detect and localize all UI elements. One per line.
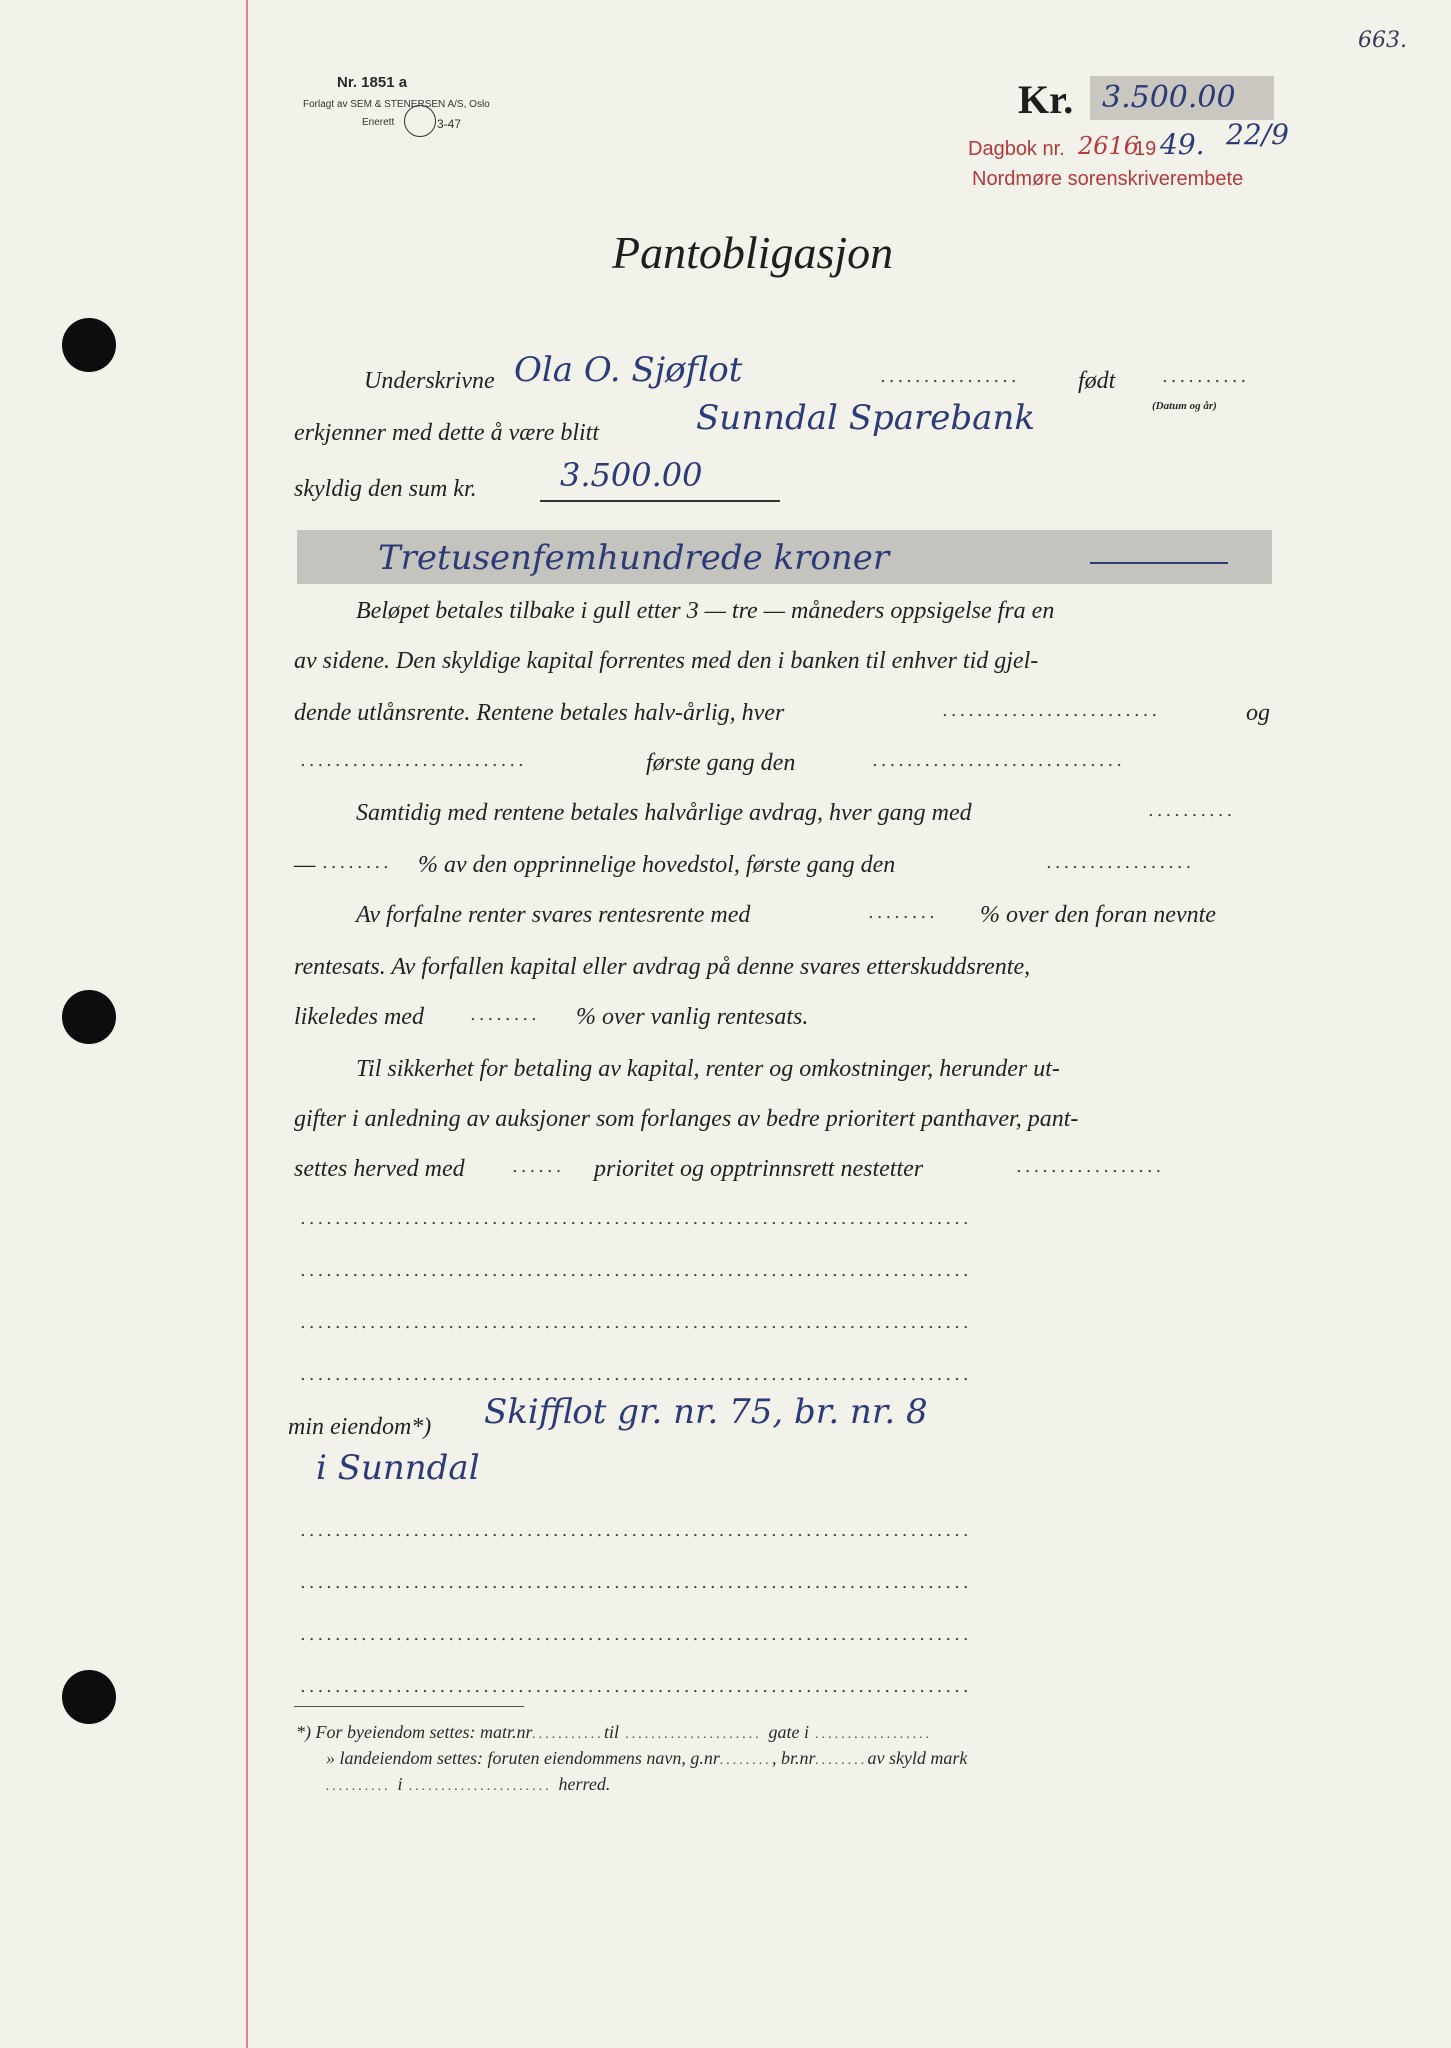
sum-underline [540, 500, 780, 502]
fill-line-7: ............................................................................. [300, 1624, 972, 1645]
amount-words: Tretusenfemhundrede kroner [378, 538, 890, 578]
footnote-dots-4: ........ [719, 1753, 772, 1768]
enerett-label: Enerett [362, 117, 395, 128]
dots-hver: ......................... [942, 700, 1161, 721]
body-p3-line2: rentesats. Av forfallen kapital eller avdrag på denne svares etterskuddsrente, [294, 954, 1031, 980]
body-p2-dash: — [294, 852, 316, 878]
footnote-line1 [296, 1722, 932, 1743]
dagbok-number: 2616 [1078, 132, 1140, 160]
dots-forste-left: .......................... [300, 750, 527, 771]
footnote-dots-2: ..................... [618, 1727, 769, 1742]
fill-line-8: ............................................................................. [300, 1676, 972, 1697]
dots-percent-3: ........ [470, 1004, 540, 1025]
body-og: og [1246, 700, 1270, 726]
footnote-line3 [326, 1774, 610, 1795]
dagbok-label: Dagbok nr. [968, 138, 1065, 160]
body-p1-line2: av sidene. Den skyldige kapital forrentes med den i banken til enhver tid gjel- [294, 648, 1039, 674]
footnote-l2-b: , br.nr [771, 1748, 816, 1768]
body-p2-line1: Samtidig med rentene betales halvårlige avdrag, hver gang med [356, 800, 972, 826]
punch-hole-top [62, 318, 116, 372]
dagbok-year: 49. [1160, 128, 1205, 161]
underskrivne-value: Ola O. Sjøflot [514, 350, 743, 390]
footnote-l1-c: gate i [768, 1722, 809, 1742]
publisher-logo [404, 105, 436, 137]
body-p3-line1b: % over den foran nevnte [980, 902, 1216, 928]
fill-line-4: ............................................................................. [300, 1364, 972, 1385]
form-number: Nr. 1851 a [337, 74, 408, 91]
creditor-value: Sunndal Sparebank [696, 398, 1035, 438]
fill-line-5: ............................................................................. [300, 1520, 972, 1541]
footnote-dots-3: .................. [808, 1727, 933, 1742]
body-p3-line3: likeledes med [294, 1004, 424, 1030]
dagbok-year-prefix: 19 [1134, 138, 1157, 160]
page-number: 663. [1358, 28, 1407, 53]
body-p4-line3b: prioritet og opptrinnsrett nestetter [594, 1156, 924, 1182]
body-p1-line4: første gang den [646, 750, 796, 776]
dots-percent-1: ........ [322, 852, 392, 873]
fill-line-3: ............................................................................. [300, 1312, 972, 1333]
underskrivne-dots: ................ [880, 366, 1020, 387]
dots-prioritet: ...... [512, 1156, 565, 1177]
edition: 3-47 [437, 117, 462, 131]
body-p1-line3: dende utlånsrente. Rentene betales halv-årlig, hver [294, 700, 785, 726]
punch-hole-middle [62, 990, 116, 1044]
fodt-label: født [1078, 368, 1116, 394]
skyldig-label: skyldig den sum kr. [294, 476, 477, 502]
footnote-l2-a: » landeiendom settes: foruten eiendommens navn, g.nr [326, 1748, 720, 1768]
footnote-l3-b: herred. [558, 1774, 611, 1794]
eiendom-value-line1: Skifflot gr. nr. 75, br. nr. 8 [484, 1392, 928, 1432]
body-p4-line1: Til sikkerhet for betaling av kapital, renter og omkostninger, herunder ut- [356, 1056, 1060, 1082]
office-stamp: Nordmøre sorenskriverembete [972, 168, 1244, 190]
eiendom-label: min eiendom*) [288, 1414, 432, 1440]
body-p2-line2: % av den opprinnelige hovedstol, første gang den [418, 852, 896, 878]
body-p1-line1: Beløpet betales tilbake i gull etter 3 — tre — måneders oppsigelse fra en [356, 598, 1055, 624]
footnote-dots-6: .......... [326, 1779, 398, 1794]
kr-amount: 3.500.00 [1102, 80, 1236, 115]
footnote-dots-5: ........ [815, 1753, 868, 1768]
fodt-dots: .......... [1162, 366, 1250, 387]
footnote-l2-c: av skyld mark [867, 1748, 968, 1768]
fill-line-2: ............................................................................. [300, 1260, 972, 1281]
footnote-separator [294, 1706, 524, 1707]
amount-words-dash [1090, 562, 1228, 564]
footnote-l1-b: til [603, 1722, 619, 1742]
dots-hovedstol: ................. [1046, 852, 1195, 873]
footnote-dots-1: ........... [532, 1727, 604, 1742]
body-p4-line3: settes herved med [294, 1156, 465, 1182]
footnote-l1-a: *) For byeiendom settes: matr.nr [296, 1722, 533, 1742]
datum-note: (Datum og år) [1152, 400, 1217, 412]
body-p3-line3b: % over vanlig rentesats. [576, 1004, 809, 1030]
dagbok-date: 22/9 [1226, 118, 1289, 151]
footnote-l3-a: i [397, 1774, 403, 1794]
dots-percent-2: ........ [868, 902, 938, 923]
footnote-dots-7: ...................... [402, 1779, 559, 1794]
sum-value: 3.500.00 [560, 456, 703, 494]
body-p4-line2: gifter i anledning av auksjoner som forlanges av bedre prioritert panthaver, pant- [294, 1106, 1079, 1132]
body-p3-line1: Av forfalne renter svares rentesrente med [356, 902, 751, 928]
dots-avdrag: .......... [1148, 800, 1236, 821]
publisher-line: Forlagt av SEM & STENERSEN A/S, Oslo [303, 99, 490, 110]
dots-nestetter: ................. [1016, 1156, 1165, 1177]
fill-line-1: ............................................................................. [300, 1208, 972, 1229]
underskrivne-label: Underskrivne [364, 368, 495, 394]
eiendom-value-line2: i Sunndal [316, 1448, 480, 1488]
dots-forste-right: ............................. [872, 750, 1125, 771]
punch-hole-bottom [62, 1670, 116, 1724]
erkjenner-label: erkjenner med dette å være blitt [294, 420, 600, 446]
fill-line-6: ............................................................................. [300, 1572, 972, 1593]
kr-label: Kr. [1018, 77, 1074, 122]
red-margin-line [246, 0, 248, 2048]
page-title: Pantobligasjon [612, 227, 894, 278]
footnote-line2 [326, 1748, 967, 1769]
